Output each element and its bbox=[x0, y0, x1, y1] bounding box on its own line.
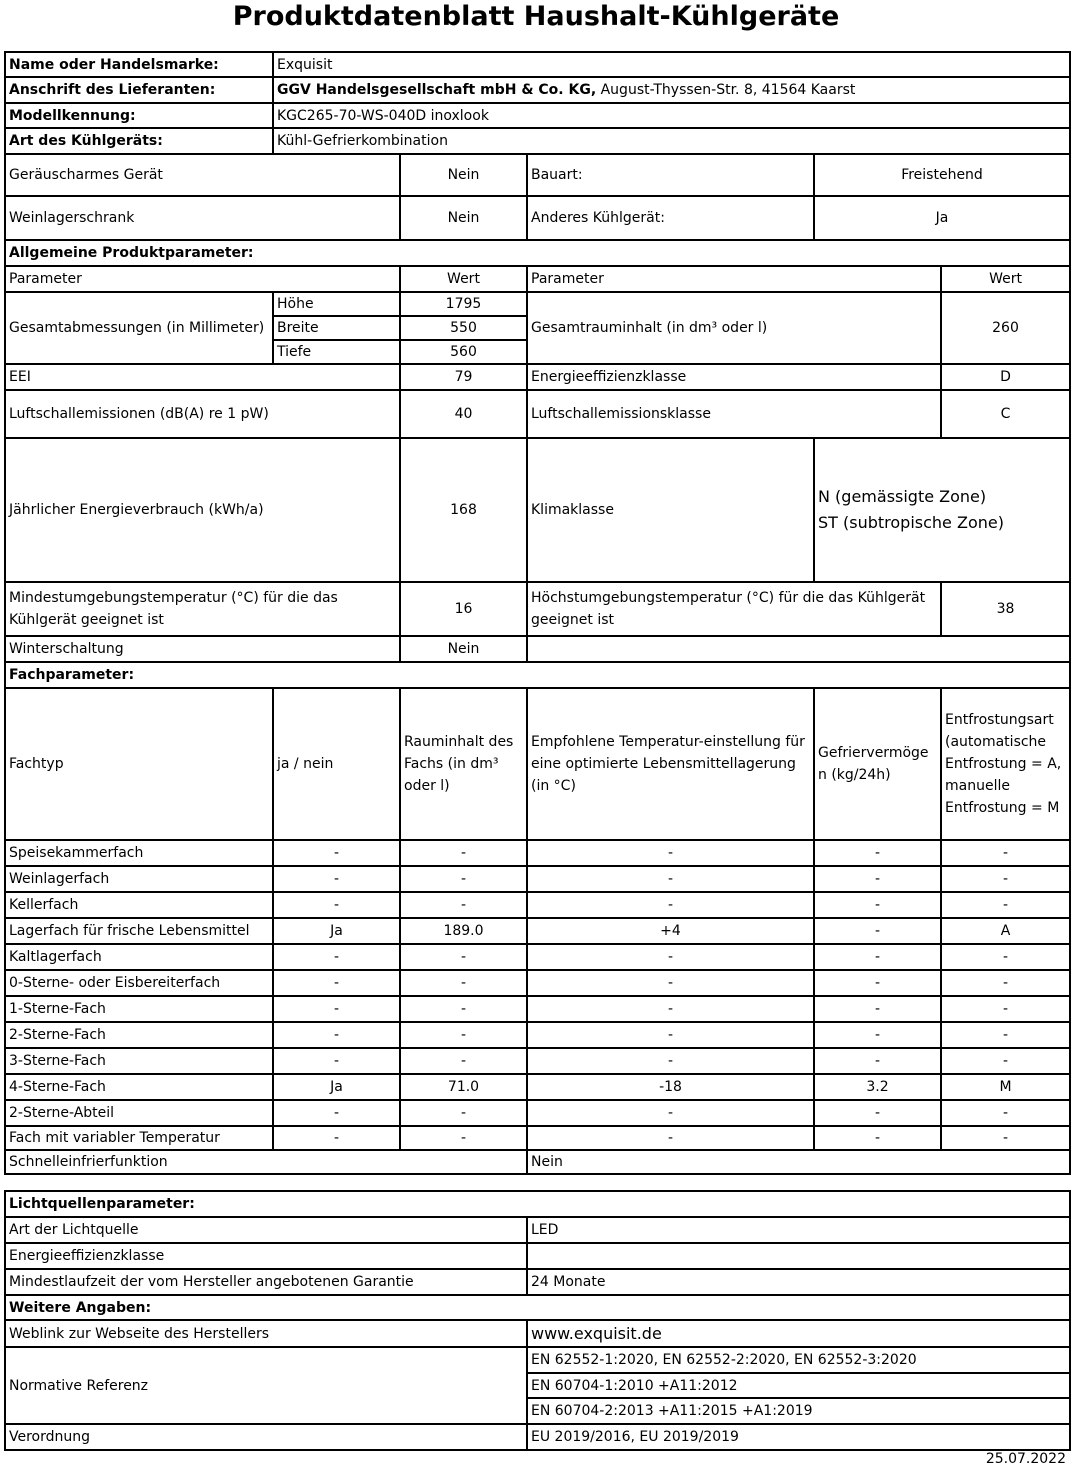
noise-value: 40 bbox=[400, 390, 527, 438]
table-row bbox=[5, 866, 1070, 892]
compartment-defrost: - bbox=[941, 1022, 1070, 1048]
climate-class-st: ST (subtropische Zone) bbox=[818, 513, 1004, 532]
other-appliance-value: Ja bbox=[814, 196, 1070, 240]
compartment-freezing: - bbox=[814, 1048, 941, 1074]
volume-label: Gesamtrauminhalt (in dm³ oder l) bbox=[527, 292, 941, 364]
noise-class-value: C bbox=[941, 390, 1070, 438]
table-row bbox=[5, 996, 1070, 1022]
value-header-left: Wert bbox=[400, 266, 527, 292]
min-temp-value: 16 bbox=[400, 582, 527, 636]
compartment-defrost: - bbox=[941, 840, 1070, 866]
address-text: August-Thyssen-Str. 8, 41564 Kaarst bbox=[596, 82, 856, 98]
document-date: 25.07.2022 bbox=[985, 1451, 1066, 1467]
compartment-volume: - bbox=[400, 1048, 527, 1074]
param-header-left: Parameter bbox=[5, 266, 400, 292]
height-label: Höhe bbox=[273, 292, 400, 316]
appliance-type-label: Art des Kühlgeräts: bbox=[5, 128, 273, 154]
table-row bbox=[5, 918, 1070, 944]
light-and-more-table bbox=[4, 1190, 1071, 1451]
compartment-defrost: - bbox=[941, 1100, 1070, 1126]
compartment-defrost: - bbox=[941, 892, 1070, 918]
header-compartment-volume: Rauminhalt des Fachs (in dm³ oder l) bbox=[400, 688, 527, 840]
page-title: Produktdatenblatt Haushalt-Kühlgeräte bbox=[232, 1, 840, 32]
compartment-volume: - bbox=[400, 1022, 527, 1048]
compartment-temp: - bbox=[527, 892, 814, 918]
regulation-label: Verordnung bbox=[5, 1424, 527, 1450]
compartment-freezing: - bbox=[814, 1100, 941, 1126]
compartment-volume: - bbox=[400, 892, 527, 918]
energy-class-value: D bbox=[941, 364, 1070, 390]
norm-value-1: EN 62552-1:2020, EN 62552-2:2020, EN 62552-3:2020 bbox=[527, 1347, 1070, 1373]
compartment-freezing: 3.2 bbox=[814, 1074, 941, 1100]
compartment-name: Fach mit variabler Temperatur bbox=[5, 1126, 273, 1150]
volume-value: 260 bbox=[941, 292, 1070, 364]
other-appliance-label: Anderes Kühlgerät: bbox=[527, 196, 814, 240]
regulation-value: EU 2019/2016, EU 2019/2019 bbox=[527, 1424, 1070, 1450]
table-row bbox=[5, 1074, 1070, 1100]
light-heading: Lichtquellenparameter: bbox=[5, 1191, 1070, 1217]
compartment-present: - bbox=[273, 1022, 400, 1048]
compartment-defrost: M bbox=[941, 1074, 1070, 1100]
compartment-name: Weinlagerfach bbox=[5, 866, 273, 892]
max-temp-label: Höchstumgebungstemperatur (°C) für die das Kühlgerät geeignet ist bbox=[527, 582, 941, 636]
annual-energy-value: 168 bbox=[400, 438, 527, 582]
warranty-label: Mindestlaufzeit der vom Hersteller angebotenen Garantie bbox=[5, 1269, 527, 1295]
table-row bbox=[5, 1048, 1070, 1074]
compartment-rows bbox=[5, 840, 1070, 1150]
compartment-present: - bbox=[273, 970, 400, 996]
compartment-volume: - bbox=[400, 866, 527, 892]
quick-freeze-label: Schnelleinfrierfunktion bbox=[5, 1150, 527, 1174]
address-value bbox=[273, 77, 1070, 103]
brand-label: Name oder Handelsmarke: bbox=[5, 52, 273, 77]
annual-energy-label: Jährlicher Energieverbrauch (kWh/a) bbox=[5, 438, 400, 582]
model-value: KGC265-70-WS-040D inoxlook bbox=[273, 103, 1070, 128]
dimensions-label: Gesamtabmessungen (in Millimeter) bbox=[5, 292, 273, 364]
compartment-present: - bbox=[273, 1126, 400, 1150]
compartment-defrost: - bbox=[941, 970, 1070, 996]
compartment-freezing: - bbox=[814, 970, 941, 996]
compartment-present: - bbox=[273, 996, 400, 1022]
compartment-temp: - bbox=[527, 1048, 814, 1074]
param-header-right: Parameter bbox=[527, 266, 941, 292]
width-value: 550 bbox=[400, 316, 527, 340]
table-row bbox=[5, 970, 1070, 996]
winter-label: Winterschaltung bbox=[5, 636, 400, 662]
header-recommended-temp: Empfohlene Temperatur-einstellung für eine optimierte Lebensmittellagerung (in °C) bbox=[527, 688, 814, 840]
compartment-defrost: - bbox=[941, 1048, 1070, 1074]
compartment-name: 2-Sterne-Fach bbox=[5, 1022, 273, 1048]
depth-value: 560 bbox=[400, 340, 527, 364]
compartment-present: - bbox=[273, 840, 400, 866]
height-value: 1795 bbox=[400, 292, 527, 316]
table-row bbox=[5, 1022, 1070, 1048]
header-freezing-capacity: Gefriervermöge n (kg/24h) bbox=[814, 688, 941, 840]
table-row bbox=[5, 1126, 1070, 1150]
energy-class-label: Energieeffizienzklasse bbox=[527, 364, 941, 390]
compartment-present: - bbox=[273, 866, 400, 892]
compartment-present: - bbox=[273, 1100, 400, 1126]
compartment-name: 2-Sterne-Abteil bbox=[5, 1100, 273, 1126]
compartment-temp: - bbox=[527, 944, 814, 970]
compartment-volume: - bbox=[400, 970, 527, 996]
light-class-label: Energieeffizienzklasse bbox=[5, 1243, 527, 1269]
compartment-name: Speisekammerfach bbox=[5, 840, 273, 866]
product-data-table bbox=[4, 51, 1071, 1175]
climate-class-label: Klimaklasse bbox=[527, 438, 814, 582]
header-compartment-type: Fachtyp bbox=[5, 688, 273, 840]
compartment-temp: - bbox=[527, 866, 814, 892]
compartment-freezing: - bbox=[814, 1126, 941, 1150]
norm-value-3: EN 60704-2:2013 +A11:2015 +A1:2019 bbox=[527, 1398, 1070, 1424]
min-temp-label: Mindestumgebungstemperatur (°C) für die das Kühlgerät geeignet ist bbox=[5, 582, 400, 636]
compartment-temp: - bbox=[527, 1126, 814, 1150]
compartment-volume: 71.0 bbox=[400, 1074, 527, 1100]
compartment-present: - bbox=[273, 892, 400, 918]
compartment-defrost: - bbox=[941, 996, 1070, 1022]
compartment-freezing: - bbox=[814, 918, 941, 944]
model-label: Modellkennung: bbox=[5, 103, 273, 128]
appliance-type-value: Kühl-Gefrierkombination bbox=[273, 128, 1070, 154]
compartment-temp: - bbox=[527, 996, 814, 1022]
light-type-label: Art der Lichtquelle bbox=[5, 1217, 527, 1243]
compartment-name: 4-Sterne-Fach bbox=[5, 1074, 273, 1100]
table-row bbox=[5, 892, 1070, 918]
depth-label: Tiefe bbox=[273, 340, 400, 364]
climate-class-value bbox=[814, 438, 1070, 582]
norm-value-2: EN 60704-1:2010 +A11:2012 bbox=[527, 1373, 1070, 1398]
value-header-right: Wert bbox=[941, 266, 1070, 292]
header-yes-no: ja / nein bbox=[273, 688, 400, 840]
compartment-temp: - bbox=[527, 1022, 814, 1048]
max-temp-value: 38 bbox=[941, 582, 1070, 636]
compartment-volume: - bbox=[400, 1126, 527, 1150]
compartment-freezing: - bbox=[814, 1022, 941, 1048]
compartment-freezing: - bbox=[814, 892, 941, 918]
compartment-defrost: - bbox=[941, 944, 1070, 970]
wine-cabinet-value: Nein bbox=[400, 196, 527, 240]
warranty-value: 24 Monate bbox=[527, 1269, 1070, 1295]
compartment-temp: - bbox=[527, 840, 814, 866]
compartment-volume: 189.0 bbox=[400, 918, 527, 944]
web-label: Weblink zur Webseite des Herstellers bbox=[5, 1320, 527, 1347]
compartment-present: - bbox=[273, 944, 400, 970]
compartment-volume: - bbox=[400, 996, 527, 1022]
more-heading: Weitere Angaben: bbox=[5, 1295, 1070, 1320]
compartment-temp: -18 bbox=[527, 1074, 814, 1100]
empty-cell bbox=[527, 636, 1070, 662]
compartment-present: Ja bbox=[273, 918, 400, 944]
compartment-volume: - bbox=[400, 1100, 527, 1126]
quiet-label: Geräuscharmes Gerät bbox=[5, 154, 400, 196]
build-value: Freistehend bbox=[814, 154, 1070, 196]
web-link[interactable]: www.exquisit.de bbox=[527, 1320, 1070, 1347]
winter-value: Nein bbox=[400, 636, 527, 662]
address-label: Anschrift des Lieferanten: bbox=[5, 77, 273, 103]
compartment-name: 3-Sterne-Fach bbox=[5, 1048, 273, 1074]
eei-label: EEI bbox=[5, 364, 400, 390]
compartment-name: Kellerfach bbox=[5, 892, 273, 918]
light-type-value: LED bbox=[527, 1217, 1070, 1243]
compartment-volume: - bbox=[400, 840, 527, 866]
table-row bbox=[5, 944, 1070, 970]
noise-class-label: Luftschallemissionsklasse bbox=[527, 390, 941, 438]
brand-value: Exquisit bbox=[273, 52, 1070, 77]
norm-label: Normative Referenz bbox=[5, 1347, 527, 1424]
company-name: GGV Handelsgesellschaft mbH & Co. KG, bbox=[277, 82, 597, 98]
compartment-name: Lagerfach für frische Lebensmittel bbox=[5, 918, 273, 944]
compartments-heading: Fachparameter: bbox=[5, 662, 1070, 688]
quiet-value: Nein bbox=[400, 154, 527, 196]
wine-cabinet-label: Weinlagerschrank bbox=[5, 196, 400, 240]
compartment-name: 1-Sterne-Fach bbox=[5, 996, 273, 1022]
compartment-defrost: A bbox=[941, 918, 1070, 944]
compartment-temp: - bbox=[527, 1100, 814, 1126]
compartment-name: 0-Sterne- oder Eisbereiterfach bbox=[5, 970, 273, 996]
table-row bbox=[5, 1100, 1070, 1126]
build-label: Bauart: bbox=[527, 154, 814, 196]
compartment-defrost: - bbox=[941, 866, 1070, 892]
compartment-freezing: - bbox=[814, 944, 941, 970]
eei-value: 79 bbox=[400, 364, 527, 390]
compartment-temp: - bbox=[527, 970, 814, 996]
width-label: Breite bbox=[273, 316, 400, 340]
compartment-present: Ja bbox=[273, 1074, 400, 1100]
light-class-value bbox=[527, 1243, 1070, 1269]
compartment-temp: +4 bbox=[527, 918, 814, 944]
compartment-defrost: - bbox=[941, 1126, 1070, 1150]
compartment-name: Kaltlagerfach bbox=[5, 944, 273, 970]
compartment-freezing: - bbox=[814, 996, 941, 1022]
header-defrost-type: Entfrostungsart (automatische Entfrostung = A, manuelle Entfrostung = M bbox=[941, 688, 1070, 840]
compartment-freezing: - bbox=[814, 840, 941, 866]
compartment-present: - bbox=[273, 1048, 400, 1074]
noise-label: Luftschallemissionen (dB(A) re 1 pW) bbox=[5, 390, 400, 438]
table-row bbox=[5, 840, 1070, 866]
climate-class-n: N (gemässigte Zone) bbox=[818, 487, 987, 506]
compartment-freezing: - bbox=[814, 866, 941, 892]
quick-freeze-value: Nein bbox=[527, 1150, 1070, 1174]
compartment-volume: - bbox=[400, 944, 527, 970]
general-heading: Allgemeine Produktparameter: bbox=[5, 240, 1070, 266]
